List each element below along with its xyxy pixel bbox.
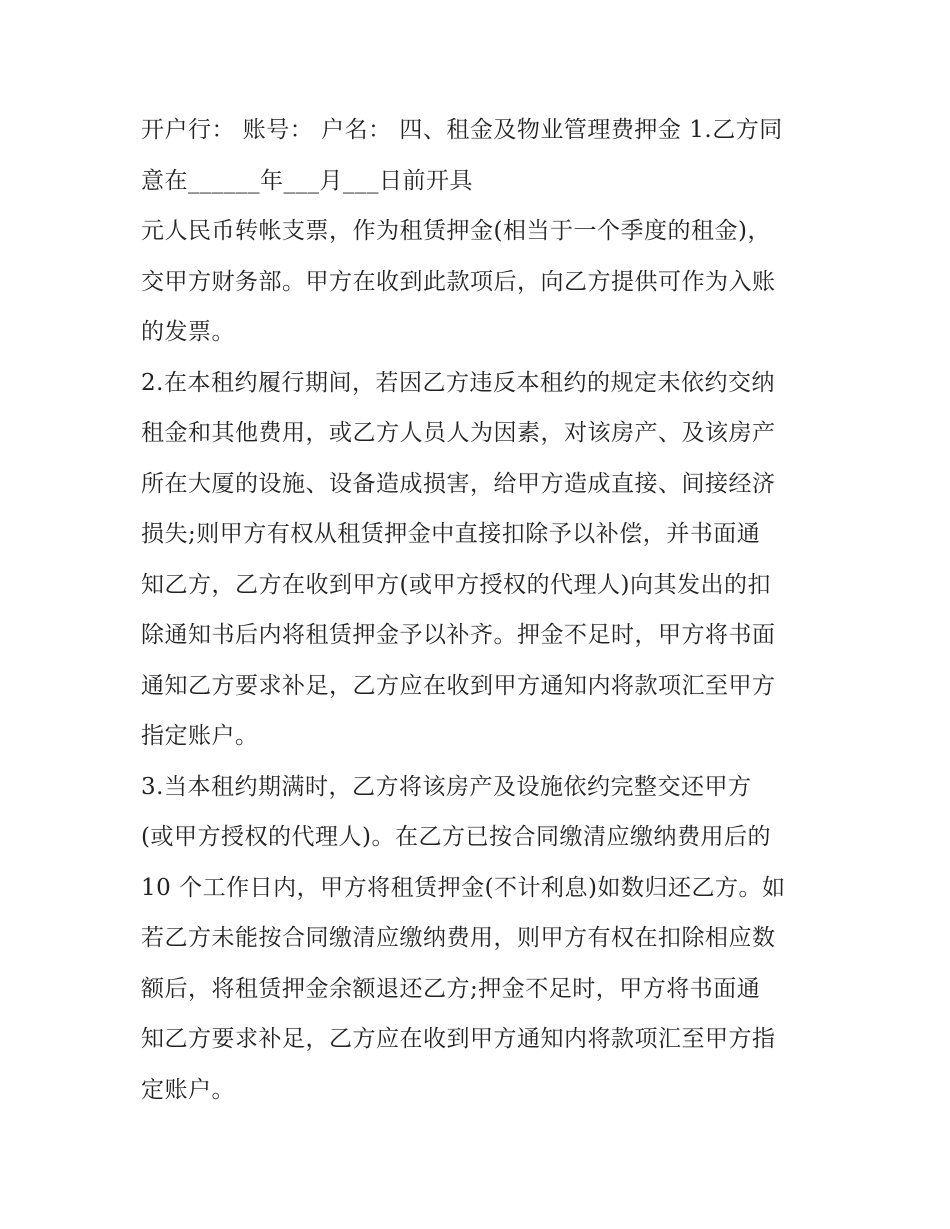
text-line: 若乙方未能按合同缴清应缴纳费用，则甲方有权在扣除相应数 [141,925,776,951]
text-line: 定账户。 [141,1076,235,1103]
text-line: 知乙方，乙方在收到甲方(或甲方授权的代理人)向其发出的扣 [141,571,771,598]
text-line: 损失;则甲方有权从租赁押金中直接扣除予以补偿，并书面通 [141,521,761,547]
text-line: 除通知书后内将租赁押金予以补齐。押金不足时，甲方将书面 [141,622,776,648]
text-line: 通知乙方要求补足，乙方应在收到甲方通知内将款项汇至甲方 [141,672,776,699]
text-line: 租金和其他费用，或乙方人员人为因素，对该房产、及该房产 [141,420,776,446]
contract-body-text [141,108,821,1118]
text-line: 元人民币转帐支票，作为租赁押金(相当于一个季度的租金)， [141,218,771,244]
text-line: 交甲方财务部。甲方在收到此款项后，向乙方提供可作为入账 [141,268,776,295]
text-line: 知乙方要求补足，乙方应在收到甲方通知内将款项汇至甲方指 [141,1026,776,1052]
text-line: 3.当本租约期满时，乙方将该房产及设施依约完整交还甲方 [141,773,752,800]
text-line: 意在______年___月___日前开具 [141,167,473,194]
text-line: 开户行： 账号： 户名： 四、租金及物业管理费押金 1.乙方同 [141,117,783,143]
text-line: 的发票。 [141,319,235,345]
text-line: 所在大厦的设施、设备造成损害，给甲方造成直接、间接经济 [141,470,776,497]
text-line: 2.在本租约履行期间，若因乙方违反本租约的规定未依约交纳 [141,369,775,396]
text-line: 10 个工作日内，甲方将租赁押金(不计利息)如数归还乙方。如 [141,874,786,901]
text-line: 额后，将租赁押金余额退还乙方;押金不足时，甲方将书面通 [141,975,761,1002]
text-line: 指定账户。 [141,723,259,749]
text-line: (或甲方授权的代理人)。在乙方已按合同缴清应缴纳费用后的 [141,824,771,850]
